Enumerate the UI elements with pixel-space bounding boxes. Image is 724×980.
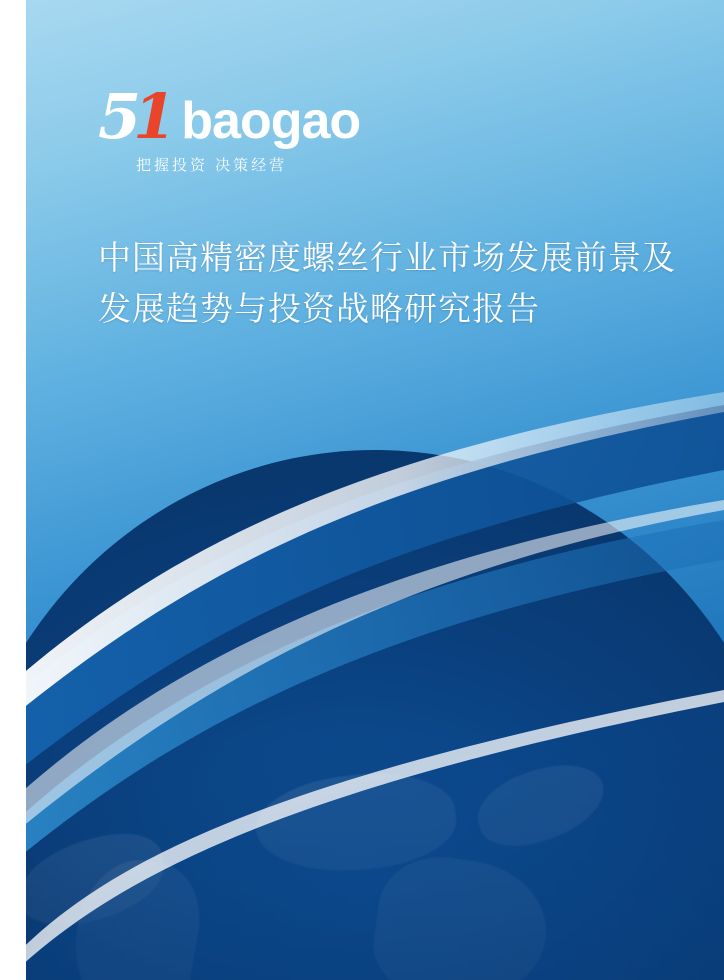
report-title: 中国高精密度螺丝行业市场发展前景及发展趋势与投资战略研究报告 bbox=[98, 239, 676, 328]
logo-text-baogao: baogao bbox=[181, 92, 361, 150]
globe-shading bbox=[26, 740, 724, 980]
cover-artwork bbox=[26, 0, 724, 980]
logo-digit-1: 1 bbox=[133, 80, 176, 153]
logo-wordmark-row bbox=[98, 80, 361, 153]
logo-digit-5: 5 bbox=[98, 80, 140, 153]
logo-tagline: 把握投资 决策经营 bbox=[136, 157, 288, 174]
company-logo bbox=[98, 80, 361, 175]
